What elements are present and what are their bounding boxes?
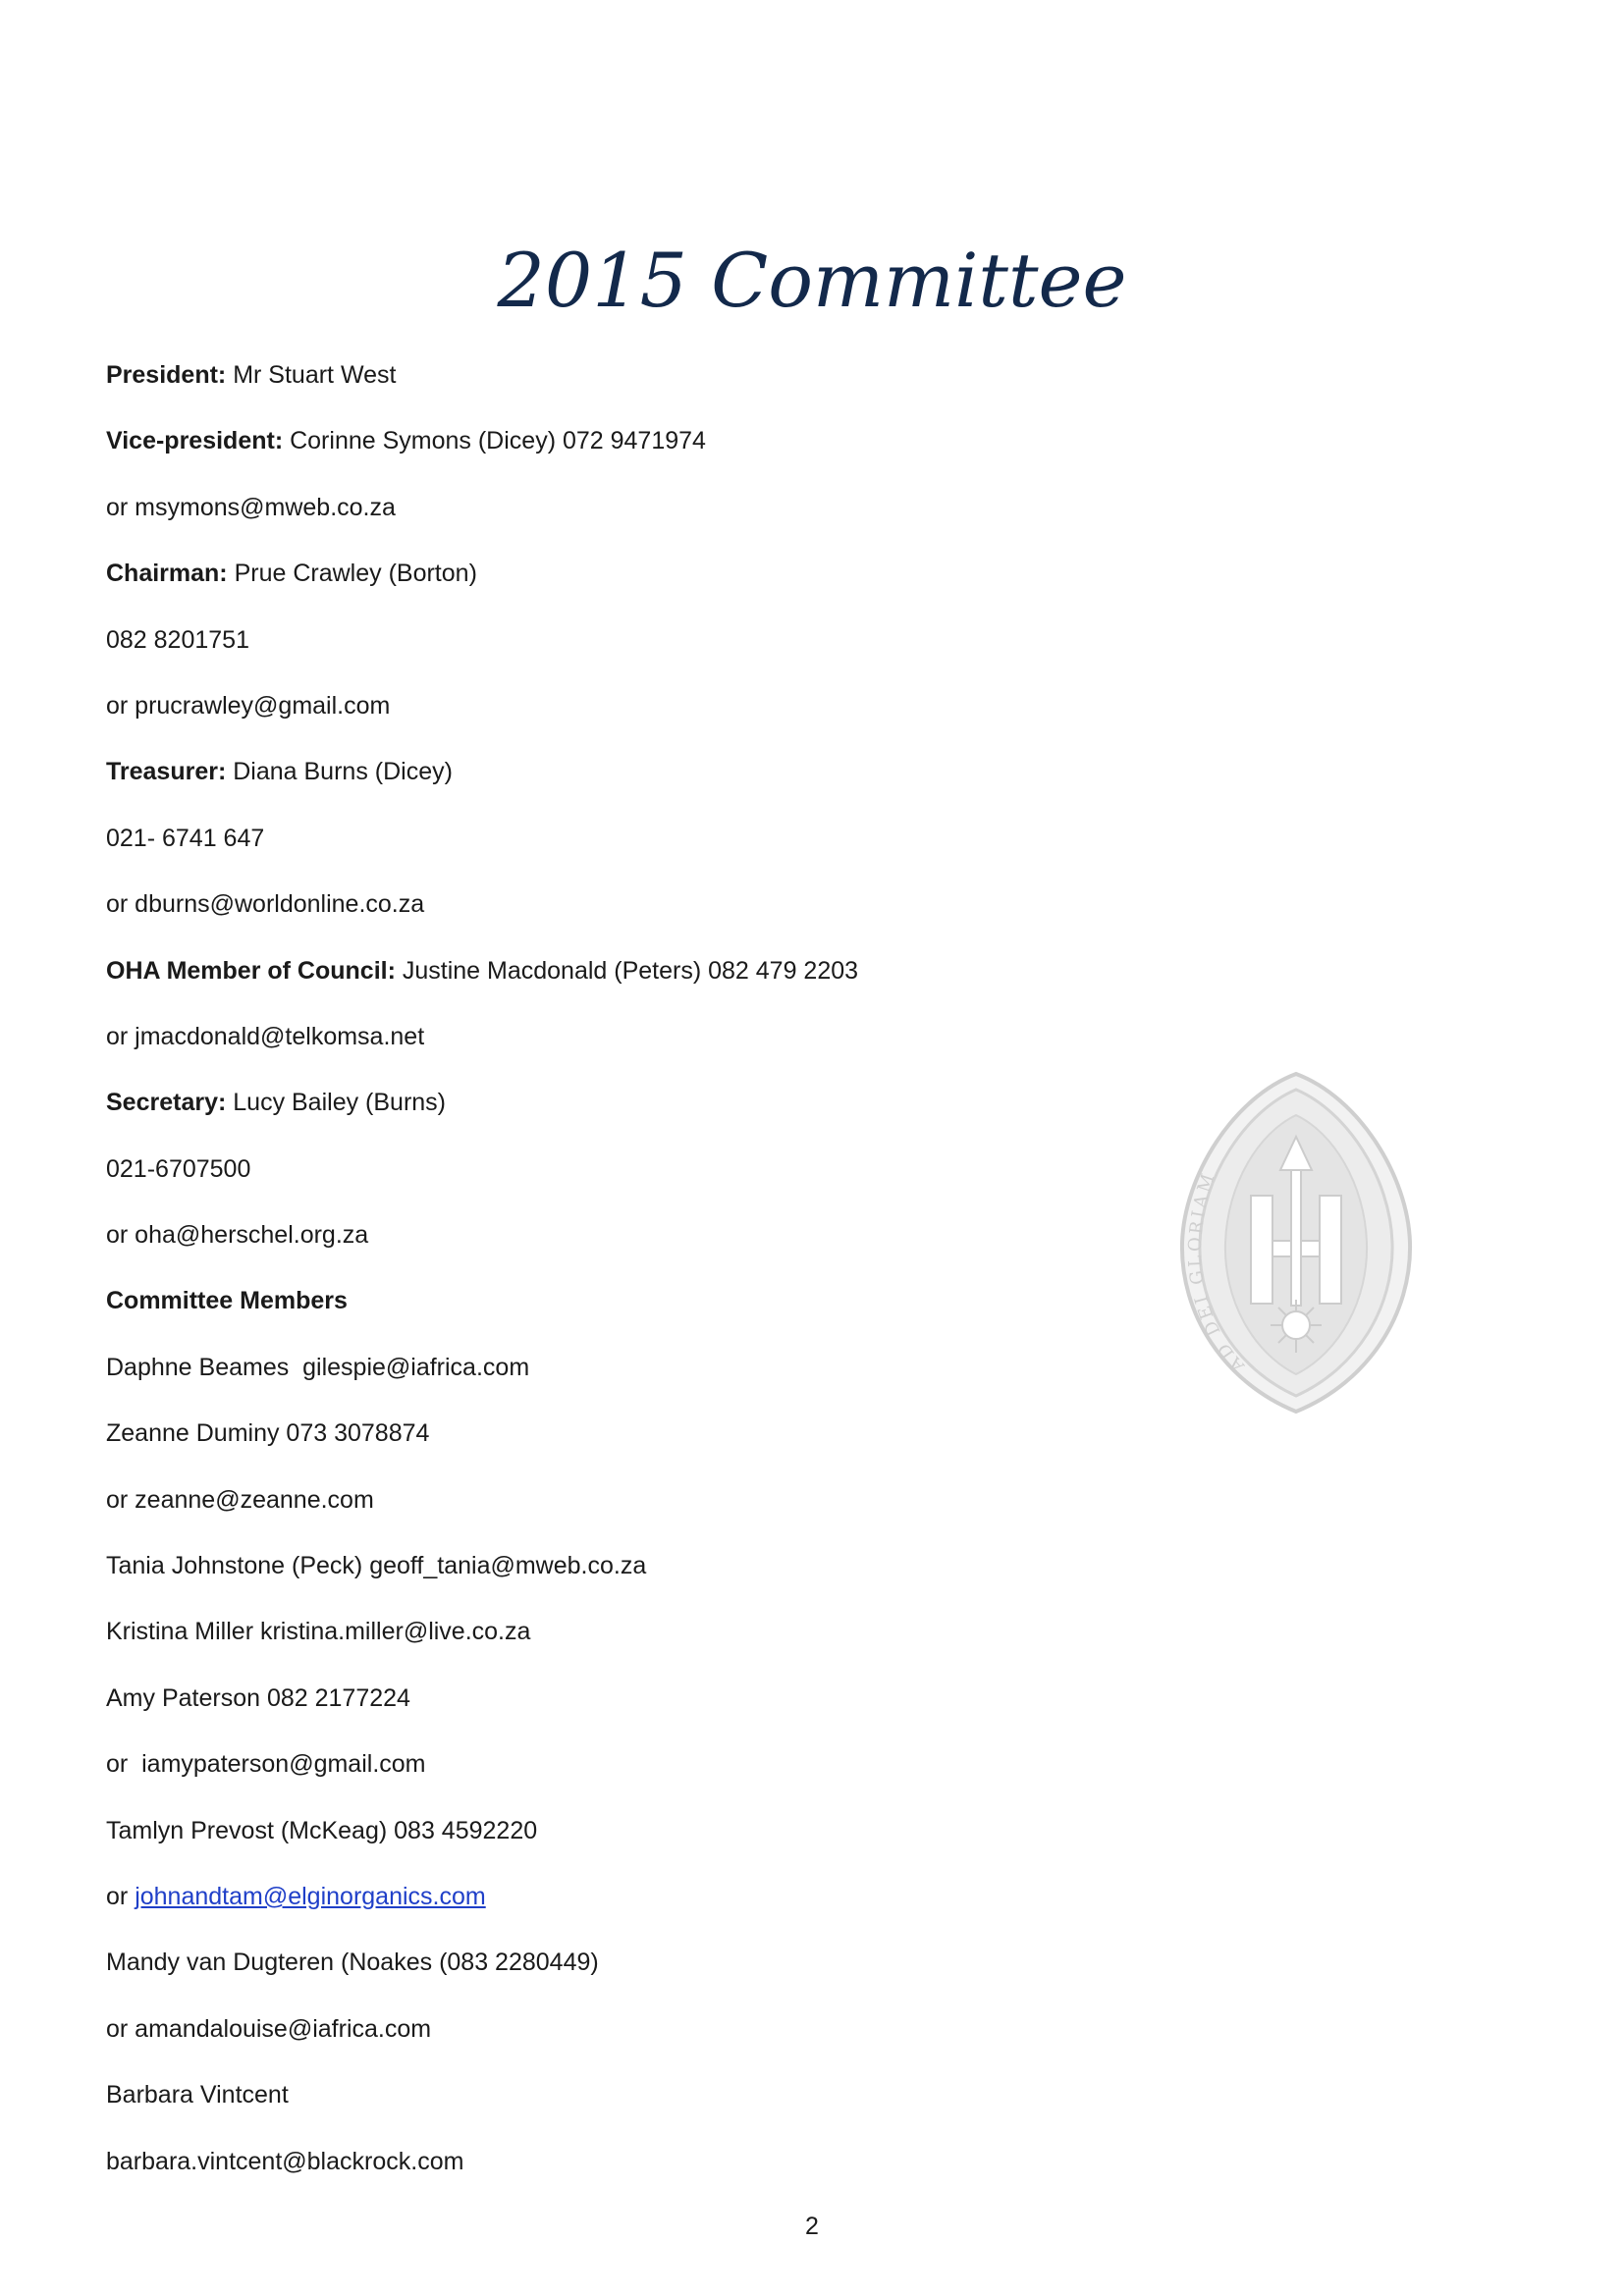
committee-line — [106, 1088, 1186, 1153]
line-text: 021-6707500 — [106, 1154, 251, 1183]
line-text: Diana Burns (Dicey) — [226, 758, 453, 786]
committee-line — [106, 1816, 1186, 1882]
line-text: or — [106, 1882, 135, 1910]
line-text: or msymons@mweb.co.za — [106, 493, 396, 521]
committee-line — [106, 1353, 1186, 1418]
line-label: President: — [106, 361, 227, 389]
committee-line — [106, 824, 1186, 889]
committee-line — [106, 1286, 1186, 1352]
committee-line — [106, 426, 1186, 492]
committee-line — [106, 1948, 1186, 2013]
line-text: Mr Stuart West — [226, 361, 397, 389]
line-text: Amy Paterson 082 2177224 — [106, 1683, 410, 1712]
line-label: OHA Member of Council: — [106, 956, 396, 985]
line-label: Treasurer: — [106, 758, 227, 786]
page-title: 2015 Committee — [497, 237, 1127, 324]
committee-line — [106, 1485, 1186, 1551]
line-text: or zeanne@zeanne.com — [106, 1485, 374, 1514]
committee-line — [106, 360, 1186, 426]
line-text: Corinne Symons (Dicey) 072 9471974 — [283, 427, 706, 455]
committee-line — [106, 956, 1186, 1022]
committee-line — [106, 493, 1186, 559]
line-text: or iamypaterson@gmail.com — [106, 1750, 426, 1779]
committee-line — [106, 889, 1186, 955]
page-number: 2 — [805, 2213, 819, 2240]
committee-line — [106, 1220, 1186, 1286]
committee-line — [106, 1683, 1186, 1749]
email-link[interactable]: johnandtam@elginorganics.com — [135, 1882, 486, 1910]
line-text: barbara.vintcent@blackrock.com — [106, 2147, 464, 2175]
line-text: 082 8201751 — [106, 625, 249, 654]
line-text: or prucrawley@gmail.com — [106, 691, 391, 720]
committee-line — [106, 1418, 1186, 1484]
committee-line — [106, 1882, 1186, 1948]
line-text: Prue Crawley (Borton) — [227, 560, 477, 588]
committee-line — [106, 2147, 1186, 2213]
line-text: Zeanne Duminy 073 3078874 — [106, 1419, 430, 1448]
line-label: Vice-president: — [106, 427, 284, 455]
line-label: Secretary: — [106, 1089, 227, 1117]
committee-line — [106, 625, 1186, 691]
line-text: or jmacdonald@telkomsa.net — [106, 1022, 425, 1050]
school-crest-icon — [1174, 1068, 1418, 1417]
crest-motto: AD DEI GLORIAM — [1184, 1168, 1249, 1376]
line-text: Tamlyn Prevost (McKeag) 083 4592220 — [106, 1816, 538, 1844]
committee-list — [106, 360, 1186, 2213]
committee-line — [106, 1749, 1186, 1815]
line-text: Barbara Vintcent — [106, 2081, 289, 2109]
line-text: Kristina Miller kristina.miller@live.co.za — [106, 1618, 531, 1646]
line-text: 021- 6741 647 — [106, 824, 265, 852]
line-label: Committee Members — [106, 1287, 348, 1315]
line-text: Daphne Beames gilespie@iafrica.com — [106, 1353, 530, 1381]
line-text: Lucy Bailey (Burns) — [226, 1089, 447, 1117]
line-text: or oha@herschel.org.za — [106, 1221, 369, 1250]
line-text: Tania Johnstone (Peck) geoff_tania@mweb.co.za — [106, 1552, 647, 1580]
line-text: Justine Macdonald (Peters) 082 479 2203 — [395, 956, 859, 985]
committee-line — [106, 1551, 1186, 1617]
line-label: Chairman: — [106, 560, 228, 588]
line-text: or amandalouise@iafrica.com — [106, 2014, 432, 2043]
committee-line — [106, 757, 1186, 823]
committee-line — [106, 559, 1186, 624]
committee-line — [106, 2014, 1186, 2080]
committee-line — [106, 1022, 1186, 1088]
committee-line — [106, 1617, 1186, 1682]
line-text: or dburns@worldonline.co.za — [106, 890, 425, 919]
committee-line — [106, 691, 1186, 757]
line-text: Mandy van Dugteren (Noakes (083 2280449) — [106, 1949, 599, 1977]
committee-line — [106, 2080, 1186, 2146]
committee-line — [106, 1154, 1186, 1220]
